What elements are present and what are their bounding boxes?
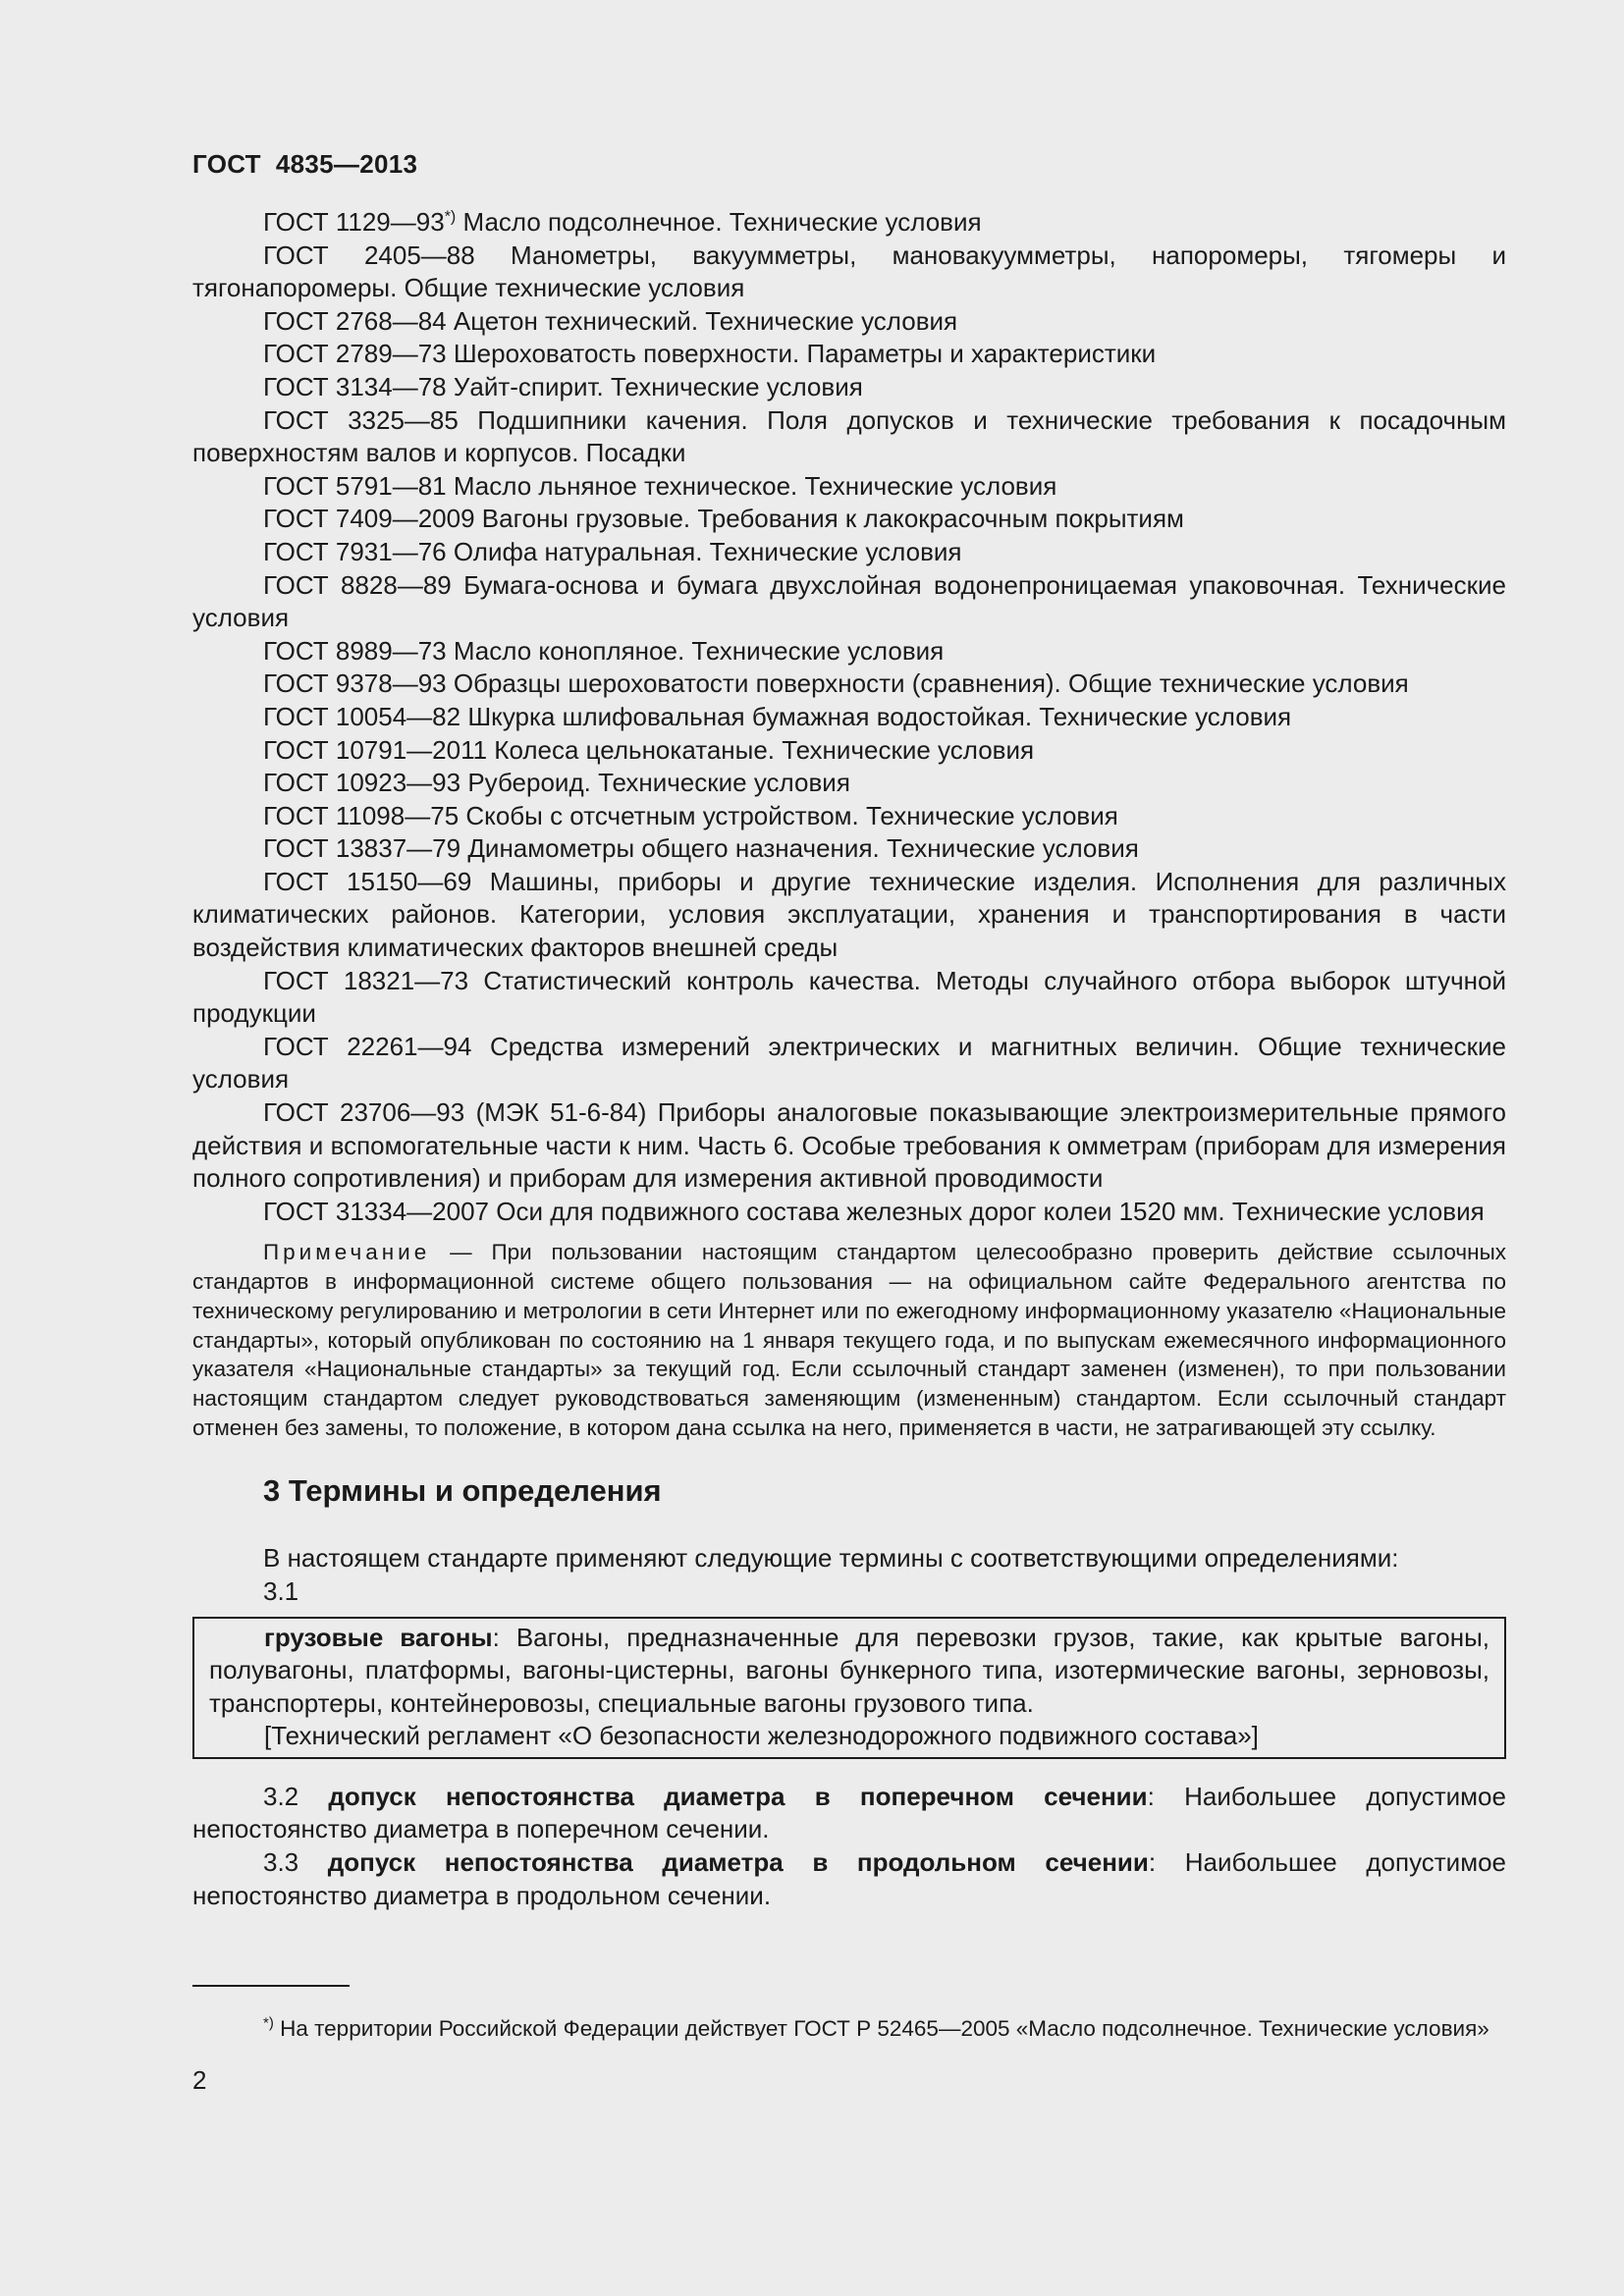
reference-title: Масло подсолнечное. Технические условия — [456, 207, 982, 237]
reference-code: ГОСТ 15150—69 — [263, 866, 472, 896]
reference-title: Статистический контроль качества. Методы случайного отбора выборок штучной продукции — [192, 965, 1506, 1029]
reference-code: ГОСТ 9378—93 — [263, 668, 447, 699]
footnote-text: На территории Российской Федерации действует ГОСТ Р 52465—2005 «Масло подсолнечное. Технические условия» — [273, 2015, 1489, 2041]
reference-title: Вагоны грузовые. Требования к лакокрасочным покрытиям — [474, 504, 1184, 534]
reference-code: ГОСТ 2789—73 — [263, 339, 447, 369]
footnote-ref-marker: *) — [444, 208, 457, 226]
reference-item — [192, 338, 1506, 371]
section-intro: В настоящем стандарте применяют следующие термины с соответствующими определениями: — [263, 1543, 1399, 1574]
note-label: Примечание — [263, 1240, 431, 1265]
reference-title: Масло льняное техническое. Технические условия — [446, 470, 1057, 501]
reference-item — [192, 734, 1506, 768]
reference-item — [192, 832, 1506, 866]
reference-code: ГОСТ 3325—85 — [263, 404, 459, 435]
item-3-1-number: 3.1 — [263, 1575, 299, 1606]
reference-title: Оси для подвижного состава железных дорог колеи 1520 мм. Технические условия — [489, 1196, 1485, 1226]
note — [192, 1238, 1506, 1442]
reference-item — [192, 1196, 1506, 1229]
definition-number: 3.3 — [263, 1847, 328, 1878]
reference-item — [192, 305, 1506, 339]
reference-title: Олифа натуральная. Технические условия — [446, 536, 962, 566]
reference-code: ГОСТ 11098—75 — [263, 800, 460, 830]
reference-item — [192, 767, 1506, 800]
reference-code: ГОСТ 2768—84 — [263, 305, 447, 336]
reference-item — [192, 536, 1506, 569]
definition-box-text — [209, 1622, 1489, 1721]
reference-code: ГОСТ 5791—81 — [263, 470, 447, 501]
reference-title: Колеса цельнокатаные. Технические условия — [487, 734, 1035, 765]
reference-item — [192, 635, 1506, 668]
reference-code: ГОСТ 31334—2007 — [263, 1196, 490, 1226]
reference-item — [192, 371, 1506, 404]
reference-code: ГОСТ 2405—88 — [263, 240, 475, 270]
reference-item — [192, 470, 1506, 504]
definition-text: : Наибольшее допустимое непостоянство диаметра в продольном сечении. — [192, 1847, 1507, 1910]
reference-item — [192, 1096, 1506, 1196]
reference-code: ГОСТ 10791—2011 — [263, 734, 488, 765]
reference-code: ГОСТ 10054—82 — [263, 701, 461, 731]
reference-item — [192, 404, 1506, 470]
reference-code: ГОСТ 10923—93 — [263, 768, 461, 798]
note-text: — При пользовании настоящим стандартом целесообразно проверить действие ссылочных стандартов в информационной системе общего пользования — на официальном сайте Федерального агентства по техническому регулированию и метрологии в сети Интернет или по ежегодному информационному указателю «Национальные стандарты», который опубликован по состоянию на 1 января текущего года, и по выпускам ежемесячного информационного указателя «Национальные стандарты» за текущий год. Если ссылочный стандарт заменен (изменен), то при пользовании настоящим стандартом следует руководствоваться заменяющим (измененным) стандартом. Если ссылочный стандарт отменен без замены, то положение, в котором дана ссылка на него, применяется в части, не затрагивающей эту ссылку. — [192, 1240, 1506, 1440]
reference-title: (МЭК 51-6-84) Приборы аналоговые показывающие электроизмерительные прямого действия и вспомогательные части к ним. Часть 6. Особые требования к омметрам (приборам для измерения полного сопротивления) и приборам для измерения активной проводимости — [192, 1097, 1506, 1194]
reference-title: Шкурка шлифовальная бумажная водостойкая. Технические условия — [460, 701, 1292, 731]
reference-title: Ацетон технический. Технические условия — [446, 305, 958, 336]
reference-title: Шероховатость поверхности. Параметры и характеристики — [446, 339, 1157, 369]
reference-item — [192, 1031, 1506, 1096]
reference-item — [192, 965, 1506, 1031]
reference-item — [192, 206, 1506, 240]
reference-title: Машины, приборы и другие технические изделия. Исполнения для различных климатических районов. Категории, условия эксплуатации, хранения и транспортирования в части воздействия климатических факторов внешней среды — [192, 866, 1506, 963]
reference-title: Бумага-основа и бумага двухслойная водонепроницаемая упаковочная. Технические условия — [192, 569, 1506, 633]
definition-text: : Наибольшее допустимое непостоянство диаметра в поперечном сечении. — [192, 1781, 1506, 1844]
definition-source: [Технический регламент «О безопасности железнодорожного подвижного состава»] — [264, 1721, 1259, 1751]
page-number: 2 — [192, 2065, 207, 2095]
reference-code: ГОСТ 7931—76 — [263, 536, 447, 566]
reference-code: ГОСТ 22261—94 — [263, 1031, 472, 1061]
page-content — [192, 206, 1506, 1912]
definition-box — [192, 1617, 1506, 1759]
definitions-list — [192, 1781, 1506, 1912]
reference-title: Рубероид. Технические условия — [460, 768, 850, 798]
reference-title: Средства измерений электрических и магнитных величин. Общие технические условия — [192, 1031, 1506, 1095]
term-freight-wagons: грузовые вагоны — [264, 1622, 493, 1652]
term-freight-wagons-definition: : Вагоны, предназначенные для перевозки грузов, такие, как крытые вагоны, полувагоны, платформы, вагоны-цистерны, вагоны бункерного типа, изотермические вагоны, зерновозы, транспортеры, контейнеровозы, специальные вагоны грузового типа. — [209, 1622, 1489, 1718]
reference-title: Образцы шероховатости поверхности (сравнения). Общие технические условия — [446, 668, 1409, 699]
definition-item — [192, 1846, 1506, 1912]
reference-code: ГОСТ 1129—93 — [263, 207, 445, 237]
reference-item — [192, 240, 1506, 305]
definition-term: допуск непостоянства диаметра в поперечном сечении — [328, 1781, 1148, 1811]
reference-code: ГОСТ 23706—93 — [263, 1097, 465, 1128]
reference-code: ГОСТ 8989—73 — [263, 635, 447, 666]
definition-number: 3.2 — [263, 1781, 329, 1811]
reference-item — [192, 800, 1506, 833]
footnote — [192, 2013, 1506, 2044]
footnote-marker: *) — [263, 2014, 274, 2031]
reference-item — [192, 503, 1506, 536]
footnote-rule — [192, 1985, 350, 1987]
reference-title: Скобы с отсчетным устройством. Технические условия — [459, 800, 1118, 830]
reference-item — [192, 569, 1506, 635]
reference-title: Масло конопляное. Технические условия — [446, 635, 945, 666]
reference-title: Динамометры общего назначения. Технические условия — [460, 833, 1139, 864]
running-head: ГОСТ 4835—2013 — [192, 149, 418, 179]
reference-code: ГОСТ 3134—78 — [263, 371, 447, 401]
reference-item — [192, 701, 1506, 734]
reference-code: ГОСТ 13837—79 — [263, 833, 461, 864]
reference-code: ГОСТ 7409—2009 — [263, 504, 475, 534]
definition-item — [192, 1781, 1506, 1846]
reference-title: Уайт-спирит. Технические условия — [446, 371, 863, 401]
definition-term: допуск непостоянства диаметра в продольном сечении — [327, 1847, 1149, 1878]
reference-item — [192, 866, 1506, 965]
reference-title: Манометры, вакуумметры, мановакуумметры, напоромеры, тягомеры и тягонапоромеры. Общие технические условия — [192, 240, 1507, 303]
reference-code: ГОСТ 8828—89 — [263, 569, 452, 600]
section-title: 3 Термины и определения — [263, 1473, 662, 1509]
reference-code: ГОСТ 18321—73 — [263, 965, 469, 995]
reference-title: Подшипники качения. Поля допусков и технические требования к посадочным поверхностям валов и корпусов. Посадки — [192, 404, 1506, 468]
reference-item — [192, 667, 1506, 701]
normative-references-list — [192, 206, 1506, 1228]
